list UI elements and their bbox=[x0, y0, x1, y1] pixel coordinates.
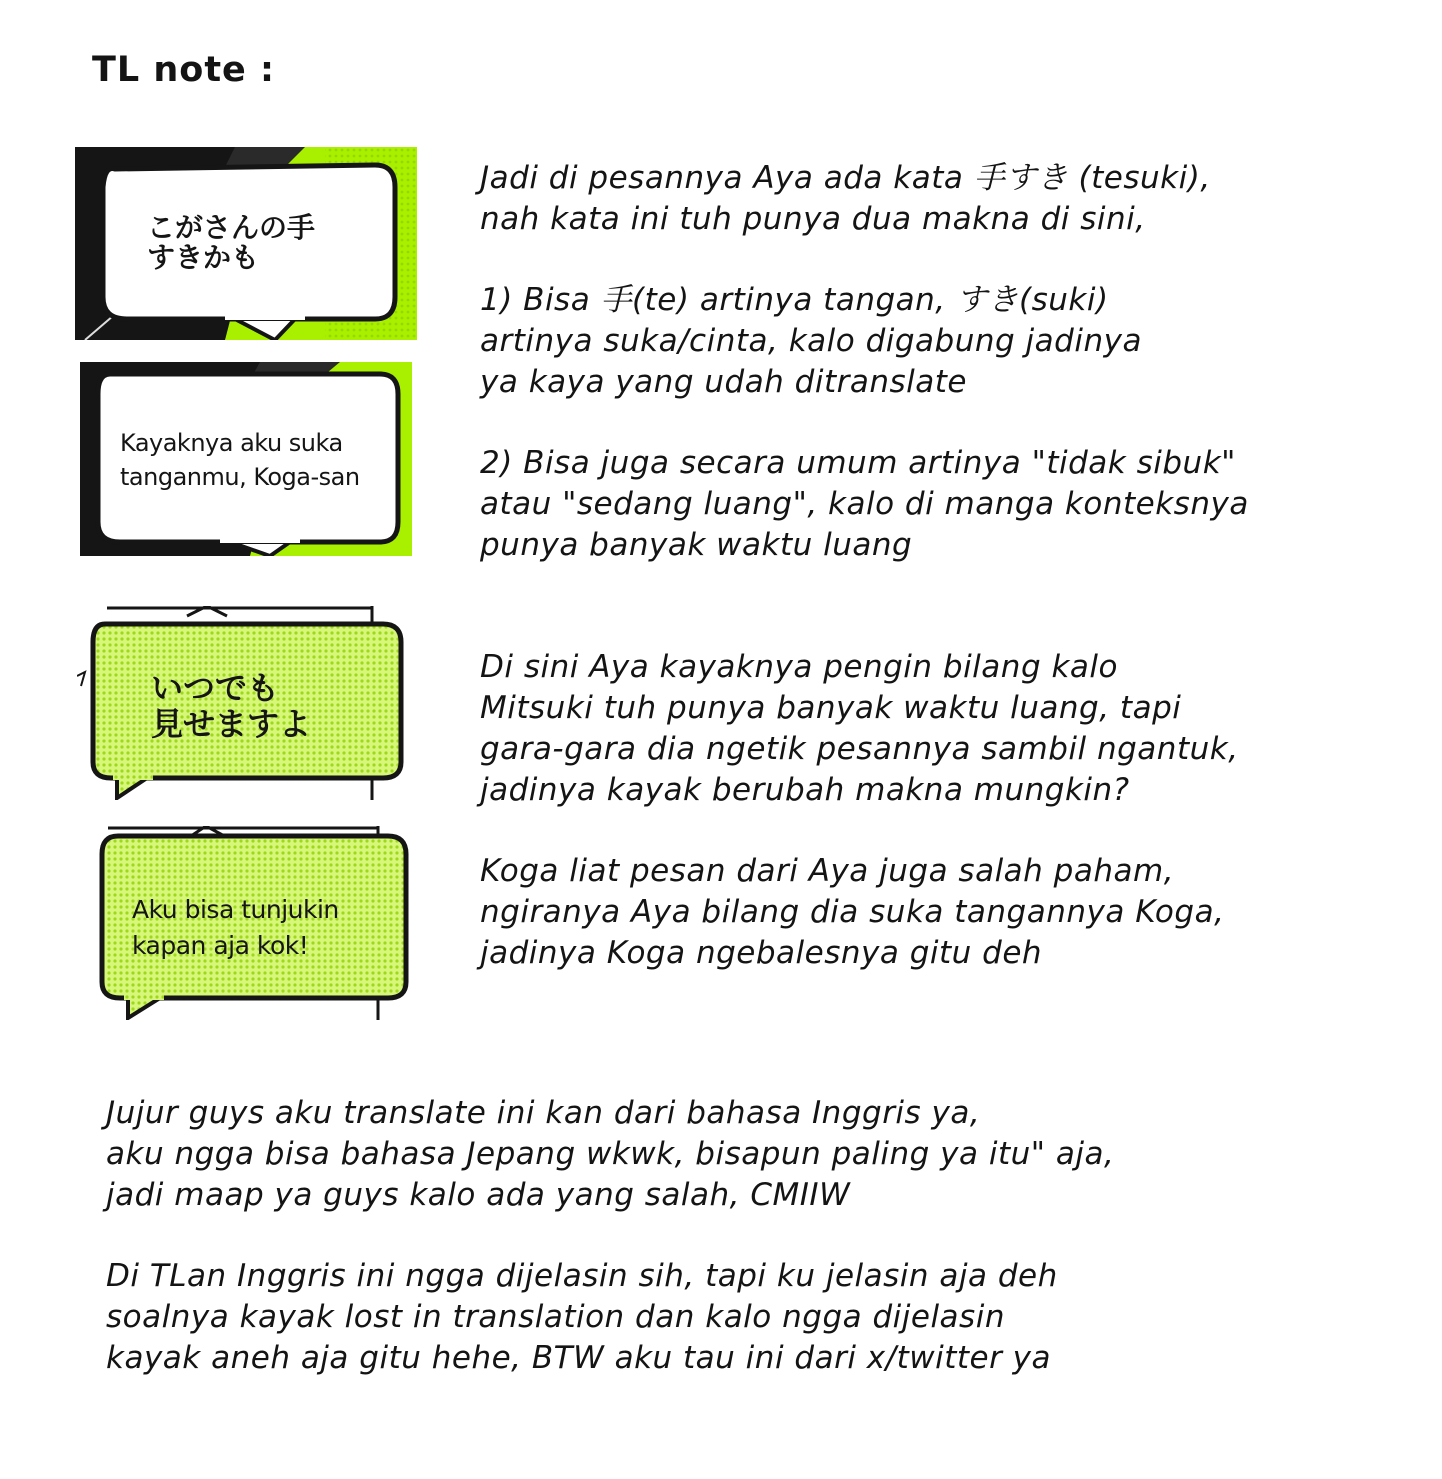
note-paragraph-4: Di sini Aya kayaknya pengin bilang kalo Mitsuki tuh punya banyak waktu luang, tapi gara-gara dia ngetik pesannya sambil ngantuk, jadinya kayak berubah makna mungkin? bbox=[480, 649, 1239, 808]
note-paragraph-7: Di TLan Inggris ini ngga dijelasin sih, tapi ku jelasin aja deh soalnya kayak lost in translation dan kalo ngga dijelasin kayak aneh aja gitu hehe, BTW aku tau ini dari x/twitter ya bbox=[106, 1258, 1058, 1376]
manga-panel-2 bbox=[80, 362, 412, 556]
manga-panel-3 bbox=[77, 606, 410, 800]
panel-jp-1-text: こがさんの手 すきかも bbox=[147, 211, 316, 274]
note-paragraph-3: 2) Bisa juga secara umum artinya "tidak sibuk" atau "sedang luang", kalo di manga konteksnya punya banyak waktu luang bbox=[480, 445, 1249, 563]
note-paragraph-1: Jadi di pesannya Aya ada kata 手すき (tesuki), nah kata ini tuh punya dua makna di sini, bbox=[480, 160, 1211, 237]
note-paragraph-6: Jujur guys aku translate ini kan dari bahasa Inggris ya, aku ngga bisa bahasa Jepang wkwk, bisapun paling ya itu" aja, jadi maap ya guys kalo ada yang salah, CMIIW bbox=[106, 1095, 1115, 1213]
note-paragraph-5: Koga liat pesan dari Aya juga salah paham, ngiranya Aya bilang dia suka tangannya Koga, jadinya Koga ngebalesnya gitu deh bbox=[480, 853, 1225, 971]
panel-id-1-text: Kayaknya aku suka tanganmu, Koga-san bbox=[120, 429, 360, 491]
manga-panel-4 bbox=[88, 826, 412, 1020]
page-heading: TL note : bbox=[92, 50, 275, 90]
panel-jp-2-text: いつでも 見せますよ bbox=[151, 669, 312, 743]
note-paragraph-2: 1) Bisa 手(te) artinya tangan, すき(suki) artinya suka/cinta, kalo digabung jadinya ya kaya yang udah ditranslate bbox=[480, 282, 1142, 400]
panel-id-2-text: Aku bisa tunjukin kapan aja kok! bbox=[132, 895, 339, 960]
manga-panel-1 bbox=[75, 147, 417, 340]
